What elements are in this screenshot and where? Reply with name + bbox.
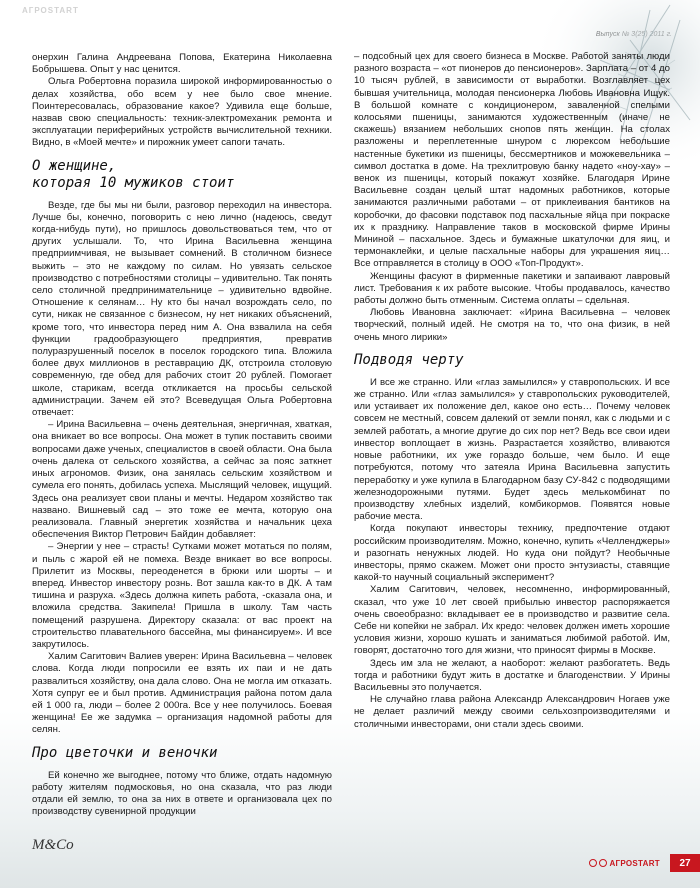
paragraph: Любовь Ивановна заключает: «Ирина Васильевна – человек творческий, полный идей. Не смотря на то, что она физик, в ней очень много лирики»: [354, 307, 670, 343]
paragraph: Не случайно глава района Александр Александрович Ногаев уже не делает различий между своими сельхозпроизводителями и столичными инвесторами, они стали здесь своими.: [354, 694, 670, 730]
paragraph: Когда покупают инвесторы технику, предпочтение отдают российским производителям. Можно, конечно, купить «Челленджеры» и разогнать ненужных людей. Но куда они пойдут? Необычные инвесторы, прямо скажем. Может они просто энтузиасты, ставящие какой-то научный социальный эксперимент?: [354, 523, 670, 584]
left-text-top: [32, 52, 332, 150]
heading-line: Про цветочки и веночки: [32, 744, 218, 761]
right-text-top: [354, 51, 670, 344]
heading-line: которая 10 мужиков стоит: [32, 174, 235, 191]
heading-line: О женщине,: [32, 157, 117, 174]
header-logo-faint: АГРОSTART: [22, 6, 79, 15]
page-number: 27: [670, 854, 700, 872]
right-text-main: [354, 377, 670, 731]
paragraph: Халим Сагитович Валиев уверен: Ирина Васильевна – человек слова. Когда люди попросили ее взять их паи и не дать развалиться хозяйству, она дала слово. Она не могла им отказать. Хотя супруг ее и был против. Администрация района потом дала ей 1 000 га, люди – более 2 000га. Все у нее получилось. Боевая женщина! Ее же задумка – организация надомной работы для селян.: [32, 651, 332, 736]
left-text-bottom: [32, 770, 332, 819]
right-column: [354, 51, 670, 731]
paragraph: – Ирина Васильевна – очень деятельная, энергичная, хваткая, она вникает во все вопросы. Она может в тупик поставить своими вопросами даже ученых, специалистов в своей области. Она была очень далека от сельского хозяйства, а сейчас за пояс заткнет иных агрономов. Физик, она занялась сельским хозяйством и сумела его понять, добилась успеха. Мыслящий человек, ищущий. Здесь она реализует свои планы и мечты. Недаром хозяйство так названо. Вишневый сад – это тоже ее мечта, которую она реализовала. Главный энергетик хозяйства и начальник цеха обеспечения Виктор Петрович Байдин добавляет:: [32, 419, 332, 541]
section-heading-summary: [354, 352, 670, 369]
paragraph: Ольга Робертовна поразила широкой информированностью о делах хозяйства, обо всем у нее было свое мнение. Поинтересовалась, образование какое? Удивила еще больше, назвав свою специальность: техник-электромеханик ремонта и эксплуатации периферийных устройств вычислительной техники. Видно, в «Моей мечте» и пирожник умеет сапоги тачать.: [32, 76, 332, 149]
paragraph: – подсобный цех для своего бизнеса в Москве. Работой заняты люди разного возраста – «от пионеров до пенсионеров». Зарплата – от 4 до 10 тысяч рублей, в зависимости от выработки. Возглавляет цех бывшая учительница, молодая пенсионерка Любовь Ивановна Ищук. В большой комнате с кондиционером, заваленной спелыми колосьями пшеницы, занимаются художественным (иначе не скажешь) вязанием небольших снопов пять женщин. На столах разложены и переплетенные шнуром с люрексом небольшие настенные букетики из пшеницы, бессмертников и можжевельника – символ достатка в доме. На трехлитровую банку надето «ноу-хау» – венок из пшеницы, который покажут хозяйке. Благодаря Ирине Васильевне создан целый штат надомных работников, которые занимаются различными работами – от приклеивания бантиков на коробочки, до фасовки подставок под пасхальные яйца при покраске их к празднику. Направление таков в московской фирме Ирины Мининой – пасхальное. Здесь и бумажные шкатулочки для яиц, и термонаклейки, и целые пасхальные наборы для украшения яиц… Все отправляется в столицу в ООО «Топ-Продукт».: [354, 51, 670, 270]
paragraph: Везде, где бы мы ни были, разговор переходил на инвестора. Лучше бы, конечно, поговорить с нею лично (надеюсь, сведут когда-нибудь пути), но пришлось довольствоваться тем, что от других услышали. То, что Ирина Васильевна женщина предприимчивая, не вызывает сомнений. В столичном бизнесе выжить – это не каждому по силам. Но увязать сельское производство с потребностями столицы – удивительно. Так понять село столичной предпринимательнице – удивительно вдвойне. Отношение к селянам… Ну кто бы начал возрождать село, по сути, никак не связанное с бизнесом, ну нет никаких объяснений, кроме того, что инвестора перед ним А. Она взвалила на себя функции градообразующего предприятия, превратив полуразрушенный поселок в поселок городского типа. Вложила более двух миллионов в реставрацию ДК, отстроила столовую современную, где обед для рабочих стоит 20 рублей. Помогает школе, старикам, всегда откликается на просьбы сельской администрации. Зачем ей это? Всеведущая Ольга Робертовна отвечает:: [32, 199, 332, 419]
heading-line: Подводя черту: [354, 351, 464, 368]
section-heading-woman: [32, 158, 332, 192]
paragraph: Ей конечно же выгоднее, потому что ближе, отдать надомную работу жителям подмосковья, но она сказала, что раз люди отдали ей землю, то она за них в ответе и организовала цех по производству сувенирной продукции: [32, 769, 332, 818]
circle-icon: [599, 859, 607, 867]
left-text-main: [32, 200, 332, 737]
section-heading-flowers: [32, 745, 332, 762]
circle-icon: [589, 859, 597, 867]
brand-logo: [589, 856, 660, 870]
paragraph: И все же странно. Или «глаз замылился» у ставропольских. И все же странно. Или «глаз замылился» у ставропольских руководителей, или устаивает их положение дел, какое оно есть… Почему человек совсем не местный, совсем далекий от земли понял, как с людьми и с землей работать, а многие другие до сих пор нет? Ведь все свои идеи инвестор воплощает в жизнь. Разрастается хозяйство, вливаются новые работники, их уже гораздо больше, чем было. И еще потребуются, потому что затеяла Ирина Васильевна запустить переработку и уже купила в Благодарном базу СУ-842 с подводящими железнодорожными путями. Будет здесь мелькомбинат по производству хлебных изделий, комбикормов. Появятся новые рабочие места.: [354, 376, 670, 523]
signature-logo: M&Co: [32, 837, 74, 853]
paragraph: Халим Сагитович, человек, несомненно, информированный, сказал, что уже 10 лет своей прибылью инвестор распоряжается очень своеобразно: вкладывает ее в производство и развитие села. Себе ни копейки не забрал. Их кредо: человек должен иметь хорошие условия жизни, хорошо кушать и заниматься любимой работой. Им, говорят, достаточно того для жизни, что приносят фирмы в Москве.: [354, 584, 670, 657]
paragraph: Женщины фасуют в фирменные пакетики и запаивают лавровый лист. Требования к их работе высокие. Чтобы продавалось, качество работы должно быть отменным. Система оплаты – сдельная.: [354, 270, 670, 307]
left-column: [32, 52, 332, 818]
paragraph: онерхин Галина Андреевана Попова, Екатерина Николаевна Бобрышева. Опыт у нас ценится.: [32, 52, 332, 76]
paragraph: Здесь им зла не желают, а наоборот: желают разбогатеть. Ведь тогда и работники будут жить в достатке и благоденствии. У Ирины Васильевны это получается.: [354, 657, 670, 693]
brand-label: АГРОSTART: [609, 858, 660, 868]
paragraph: – Энергии у нее – страсть! Сутками может мотаться по полям, и пыль с жарой ей не помеха. Везде вникает во все вопросы. Прилетит из Москвы, переоденется в брюки или шорты – и вперед. Инвестор инвестору рознь. Вот зашла как-то в ДК. А там тишина и разруха. «Здесь должна кипеть работа, -сказала она, и вложила средства. Закипела! Пришла в школу. Там часть помещений разрушена. Директору сказала: от вас проект на строительство плавательного бассейна, мы финансируем». И все закрутилось.: [32, 541, 332, 650]
